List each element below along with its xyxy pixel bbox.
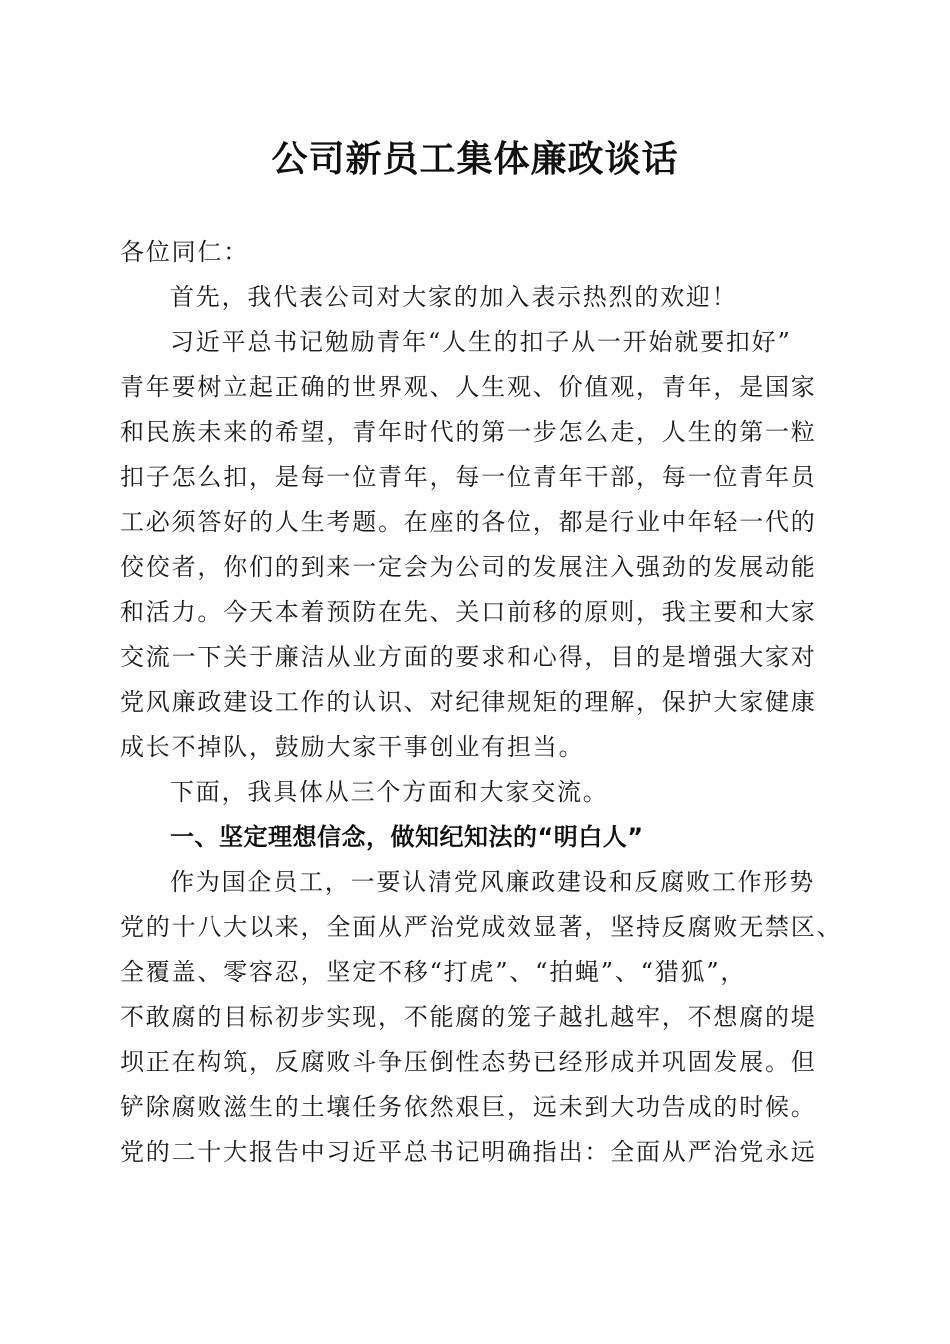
salutation-line: 各位同仁： [120, 238, 249, 266]
paragraph-line: 成长不掉队，鼓励大家干事创业有担当。 [120, 733, 585, 761]
paragraph-line: 全覆盖、零容忍，坚定不移“打虎”、“拍蝇”、“猎狐”， [120, 958, 747, 986]
paragraph-line: 党的十八大以来，全面从严治党成效显著，坚持反腐败无禁区、 [120, 913, 843, 941]
paragraph-line: 扣子怎么扣，是每一位青年，每一位青年干部，每一位青年员 [120, 463, 817, 491]
paragraph-line: 党的二十大报告中习近平总书记明确指出：全面从严治党永远 [120, 1138, 817, 1166]
paragraph-line: 党风廉政建设工作的认识、对纪律规矩的理解，保护大家健康 [120, 688, 817, 716]
paragraph-line: 坝正在构筑，反腐败斗争压倒性态势已经形成并巩固发展。但 [120, 1048, 817, 1076]
paragraph-line: 佼佼者，你们的到来一定会为公司的发展注入强劲的发展动能 [120, 553, 817, 581]
paragraph-line: 习近平总书记勉励青年“人生的扣子从一开始就要扣好” [170, 328, 792, 356]
paragraph-line: 不敢腐的目标初步实现，不能腐的笼子越扎越牢，不想腐的堤 [120, 1003, 817, 1031]
paragraph-line: 和活力。今天本着预防在先、关口前移的原则，我主要和大家 [120, 598, 817, 626]
paragraph-line: 和民族未来的希望，青年时代的第一步怎么走，人生的第一粒 [120, 418, 817, 446]
paragraph-line: 铲除腐败滋生的土壤任务依然艰巨，远未到大功告成的时候。 [120, 1093, 817, 1121]
paragraph-line: 交流一下关于廉洁从业方面的要求和心得，目的是增强大家对 [120, 643, 817, 671]
paragraph-welcome: 首先，我代表公司对大家的加入表示热烈的欢迎！ [170, 283, 738, 311]
paragraph-line: 作为国企员工，一要认清党风廉政建设和反腐败工作形势 [170, 868, 815, 896]
paragraph-line: 青年要树立起正确的世界观、人生观、价值观，青年，是国家 [120, 373, 817, 401]
document-body [120, 230, 843, 1175]
paragraph-intro: 下面，我具体从三个方面和大家交流。 [170, 778, 609, 806]
document-title: 公司新员工集体廉政谈话 [271, 138, 679, 180]
paragraph-line: 工必须答好的人生考题。在座的各位，都是行业中年轻一代的 [120, 508, 817, 536]
section-heading: 一、坚定理想信念，做知纪知法的“明白人” [170, 823, 644, 851]
